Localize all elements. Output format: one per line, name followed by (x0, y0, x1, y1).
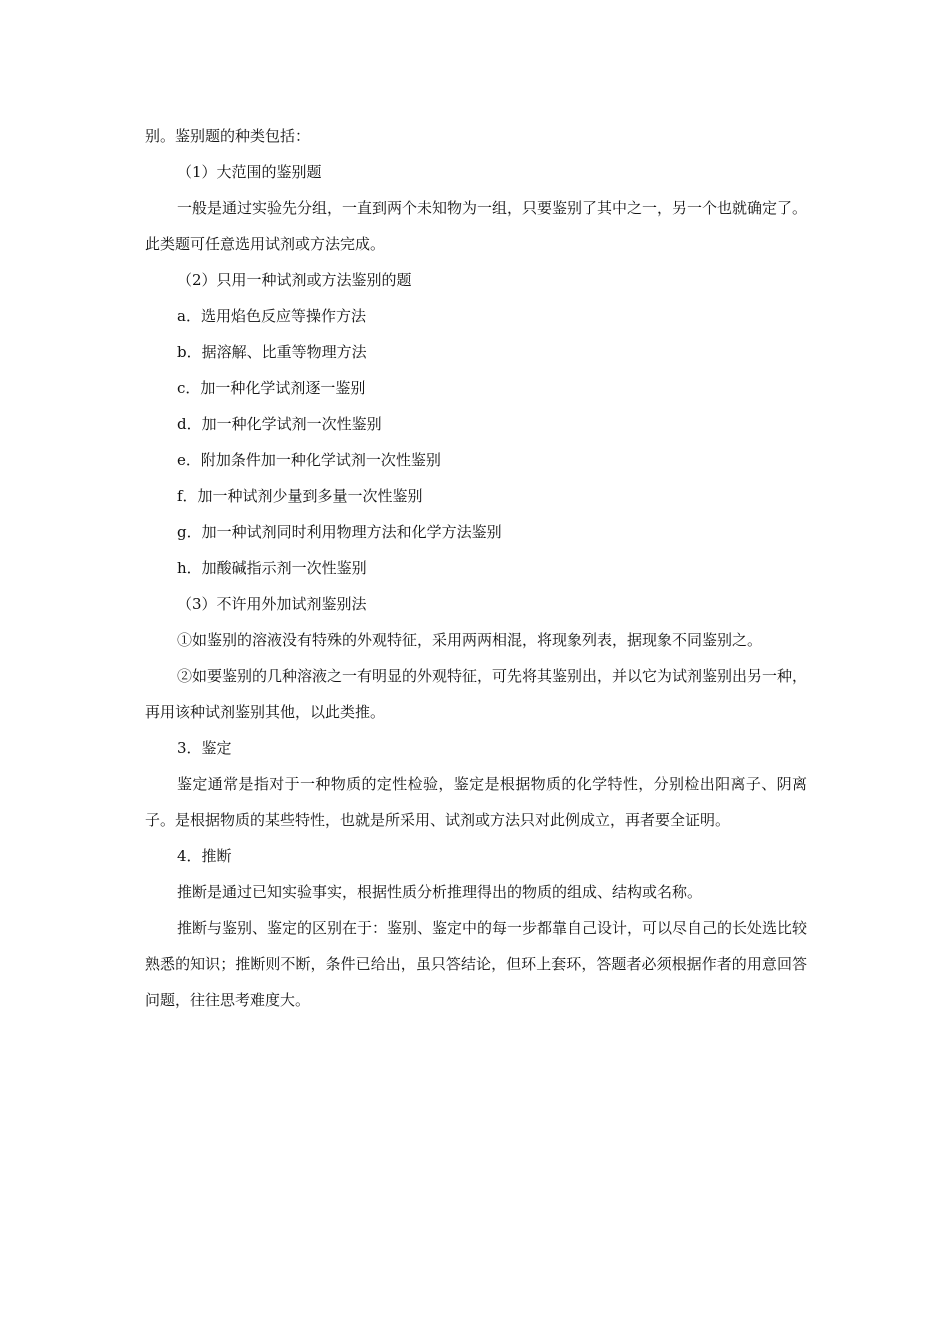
paragraph-broad-identification: 一般是通过实验先分组，一直到两个未知物为一组，只要鉴别了其中之一，另一个也就确定了。此类题可任意选用试剂或方法完成。 (145, 199, 808, 253)
list-item-g: g．加一种试剂同时利用物理方法和化学方法鉴别 (177, 523, 502, 541)
list-item-a: a．选用焰色反应等操作方法 (177, 307, 366, 325)
heading-single-reagent: （2）只用一种试剂或方法鉴别的题 (177, 271, 412, 289)
heading-inference-4: 4．推断 (177, 847, 232, 865)
paragraph-method-2: ②如要鉴别的几种溶液之一有明显的外观特征，可先将其鉴别出，并以它为试剂鉴别出另一种，再用该种试剂鉴别其他，以此类推。 (145, 667, 808, 721)
paragraph-method-1: ①如鉴别的溶液没有特殊的外观特征，采用两两相混，将现象列表，据现象不同鉴别之。 (177, 631, 763, 649)
list-item-c: c．加一种化学试剂逐一鉴别 (177, 379, 366, 397)
list-item-h: h．加酸碱指示剂一次性鉴别 (177, 559, 367, 577)
paragraph-identification: 鉴定通常是指对于一种物质的定性检验，鉴定是根据物质的化学特性，分别检出阳离子、阴离子。是根据物质的某些特性，也就是所采用、试剂或方法只对此例成立，再者要全证明。 (145, 775, 807, 829)
list-item-f: f．加一种试剂少量到多量一次性鉴别 (177, 487, 423, 505)
list-item-b: b．据溶解、比重等物理方法 (177, 343, 367, 361)
heading-no-external-reagent: （3）不许用外加试剂鉴别法 (177, 595, 367, 613)
list-item-e: e．附加条件加一种化学试剂一次性鉴别 (177, 451, 441, 469)
paragraph-inference-difference: 推断与鉴别、鉴定的区别在于：鉴别、鉴定中的每一步都靠自己设计，可以尽自己的长处选比较熟悉的知识；推断则不断，条件已给出，虽只答结论，但环上套环，答题者必须根据作者的用意回答问题，往往思考难度大。 (145, 919, 808, 1009)
document-page (145, 118, 807, 1018)
paragraph-intro-continued: 别。鉴别题的种类包括： (145, 127, 311, 145)
heading-identification-3: 3．鉴定 (177, 739, 232, 757)
paragraph-inference: 推断是通过已知实验事实，根据性质分析推理得出的物质的组成、结构或名称。 (177, 883, 703, 901)
heading-broad-identification: （1）大范围的鉴别题 (177, 163, 322, 181)
list-item-d: d．加一种化学试剂一次性鉴别 (177, 415, 382, 433)
